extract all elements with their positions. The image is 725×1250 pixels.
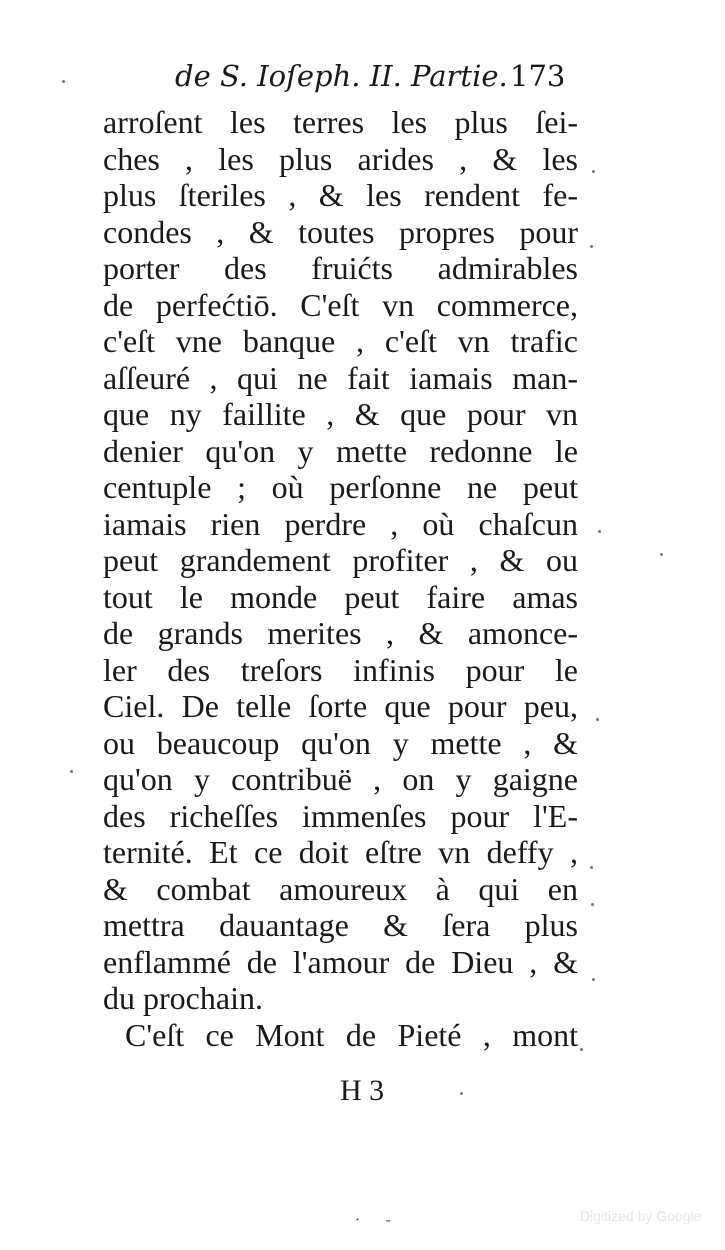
text-line: ler des treſors infinis pour le (103, 651, 578, 688)
text-line: iamais rien perdre , où chaſcun (103, 505, 578, 542)
text-line: tout le monde peut faire amas (103, 578, 578, 615)
body-text (103, 104, 578, 1053)
text-line: arroſent les terres les plus ſei- (103, 104, 578, 140)
margin-speck (591, 903, 594, 906)
running-head (175, 56, 575, 96)
text-line: de grands merites , & amonce- (103, 615, 578, 651)
margin-speck (460, 1092, 463, 1095)
margin-speck (62, 80, 65, 83)
text-line: du prochain. (103, 980, 263, 1016)
text-line: des richeſſes immenſes pour l'E- (103, 797, 578, 834)
margin-speck (598, 530, 601, 533)
scan-specks: · - (355, 1210, 391, 1229)
margin-speck (590, 866, 593, 869)
text-line: ternité. Et ce doit eſtre vn deffy , (103, 834, 578, 870)
text-line: centuple ; où perſonne ne peut (103, 469, 578, 505)
margin-speck (592, 978, 595, 981)
watermark: Digitized by Google (580, 1208, 702, 1224)
margin-speck (592, 170, 595, 173)
text-line: ou beaucoup qu'on y mette , & (103, 724, 578, 761)
margin-speck (660, 553, 663, 556)
text-line: que ny faillite , & que pour vn (103, 396, 578, 432)
text-line: condes , & toutes propres pour (103, 213, 578, 250)
text-line: ches , les plus arides , & les (103, 140, 578, 177)
margin-speck (596, 718, 599, 721)
margin-speck (580, 1048, 583, 1051)
text-line: C'eſt ce Mont de Pieté , mont (125, 1016, 578, 1053)
text-line: enflammé de l'amour de Dieu , & (103, 943, 578, 980)
text-line: c'eſt vne banque , c'eſt vn trafic (103, 323, 578, 359)
text-line: porter des fruićts admirables (103, 250, 578, 286)
text-line: plus ſteriles , & les rendent fe- (103, 177, 578, 213)
text-line: Ciel. De telle ſorte que pour peu, (103, 688, 578, 724)
text-line: qu'on y contribuë , on y gaigne (103, 761, 578, 797)
text-line: aſſeuré , qui ne fait iamais man- (103, 359, 578, 396)
signature-mark: H 3 (340, 1074, 385, 1107)
text-line: & combat amoureux à qui en (103, 870, 578, 907)
margin-speck (70, 770, 73, 773)
page-number: 173 (510, 59, 566, 93)
margin-speck (590, 245, 593, 248)
running-head-title: de S. Ioſeph. II. Partie. (175, 59, 508, 93)
text-line: mettra dauantage & ſera plus (103, 907, 578, 943)
text-line: denier qu'on y mette redonne le (103, 432, 578, 469)
text-line: peut grandement profiter , & ou (103, 542, 578, 578)
text-line: de perfećtiō. C'eſt vn commerce, (103, 286, 578, 323)
